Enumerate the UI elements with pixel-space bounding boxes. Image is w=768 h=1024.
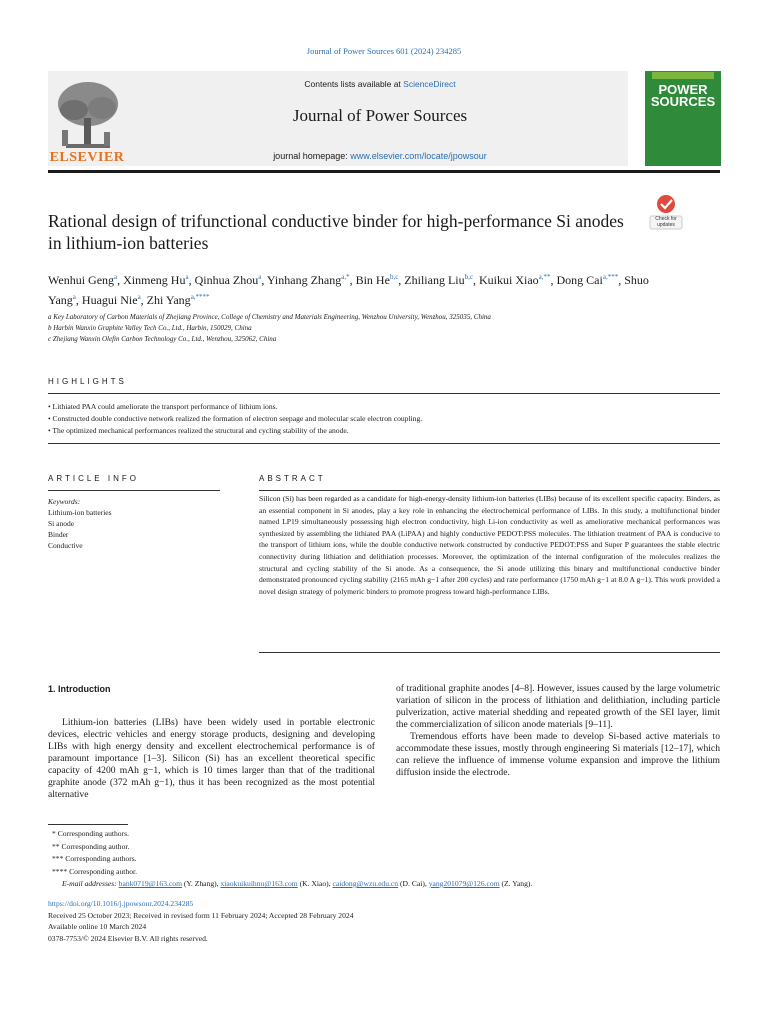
keyword-item: Si anode bbox=[48, 519, 75, 528]
article-info-heading: ARTICLE INFO bbox=[48, 474, 139, 483]
highlight-item: • Constructed double conductive network realized the formation of electron seepage and molecular scale electron coupling. bbox=[48, 414, 423, 423]
author-affiliation-marker[interactable]: a bbox=[72, 293, 76, 301]
abstract-rule bbox=[259, 490, 720, 491]
affiliations bbox=[48, 312, 688, 345]
email-addresses bbox=[52, 878, 732, 891]
abstract-heading: ABSTRACT bbox=[259, 474, 326, 483]
author-name[interactable]: Zhiliang Liu bbox=[404, 273, 465, 287]
author-name[interactable]: Kuikui Xiao bbox=[478, 273, 539, 287]
author-affiliation-marker[interactable]: a,* bbox=[341, 273, 350, 281]
author-name[interactable]: Dong Cai bbox=[556, 273, 603, 287]
abstract-bottom-rule bbox=[259, 652, 720, 653]
author-affiliation-marker[interactable]: a bbox=[258, 273, 262, 281]
cover-title-line1: POWER bbox=[658, 82, 708, 97]
highlights-list bbox=[48, 401, 720, 437]
cover-title bbox=[645, 84, 721, 108]
author-affiliation-marker[interactable]: a,*** bbox=[602, 273, 619, 281]
author-affiliation-marker[interactable]: b,c bbox=[464, 273, 473, 281]
homepage-line bbox=[130, 151, 630, 161]
author-affiliation-marker[interactable]: a bbox=[185, 273, 189, 281]
author-name[interactable]: Qinhua Zhou bbox=[194, 273, 259, 287]
keywords-label: Keywords: bbox=[48, 497, 81, 506]
highlights-rule bbox=[48, 393, 720, 394]
author-name[interactable]: Bin He bbox=[355, 273, 390, 287]
sciencedirect-link[interactable]: ScienceDirect bbox=[403, 79, 456, 89]
email-label: E-mail addresses: bbox=[62, 879, 119, 888]
homepage-link[interactable]: www.elsevier.com/locate/jpowsour bbox=[350, 151, 487, 161]
doi-link[interactable]: https://doi.org/10.1016/j.jpowsour.2024.234285 bbox=[48, 899, 194, 908]
author-name[interactable]: Wenhui Geng bbox=[48, 273, 115, 287]
keyword-item: Conductive bbox=[48, 541, 83, 550]
author-name[interactable]: Zhi Yang bbox=[146, 293, 191, 307]
contents-line bbox=[130, 79, 630, 89]
highlight-item: • Lithiated PAA could ameliorate the transport performance of lithium ions. bbox=[48, 402, 278, 411]
email-owner: (K. Xiao), bbox=[297, 879, 333, 888]
cover-band bbox=[652, 72, 714, 79]
corresponding-notes bbox=[52, 828, 732, 878]
author-name[interactable]: Xinmeng Hu bbox=[123, 273, 186, 287]
journal-reference[interactable]: Journal of Power Sources 601 (2024) 234285 bbox=[306, 46, 462, 56]
article-history bbox=[48, 898, 728, 944]
abstract-text: Silicon (Si) has been regarded as a candidate for high-energy-density lithium-ion batteries (LIBs) because of its excellent specific capacity. Binders, as an essential component in Si anodes, play a key role in enhancing the electrochemical performance of LIBs. In this study, a multifunctional binder named LP19 simultaneously possessing high electron conductivity, high Li-ion conductivity as well as ameliorative mechanical performances was synthesized by assembling the lithiated PAA (LiPAA) and highly conductive PEDOT:PSS molecules. The lithiation treatment of PAA is conducive to the transport of lithium ions, while the double conductive network constructed by conductive PEDOT:PSS and Super P guarantees the stable electric connectivity during lithiation and delithiation processes. Moreover, the optimization of the internal configuration of the molecules realizes the structural and cycling stability of the Si anode. As a consequence, the Si anode utilizing this binary and multifunctional conductive binder demonstrated pronounced cycling stability (2165 mAh g−1 after 200 cycles) and rate performance (1750 mAh g−1 at 8.0 A g−1). This work provided a novel design strategy of polymeric binders to promote progress toward high-performance LIBs. bbox=[259, 494, 720, 596]
author-affiliation-marker[interactable]: a,** bbox=[538, 273, 551, 281]
intro-paragraph-2: Tremendous efforts have been made to develop Si-based active materials to accommodate these issues, mostly through engineering Si materials [12–17], which can relieve the influence of immense volume expansion and improve the lithium diffusion inside the electrode. bbox=[396, 731, 720, 778]
email-owner: (Y. Zhang), bbox=[181, 879, 221, 888]
affiliation-line: b Harbin Wanxin Graphite Valley Tech Co., Ltd., Harbin, 150029, China bbox=[48, 324, 252, 332]
highlights-heading: HIGHLIGHTS bbox=[48, 377, 127, 386]
keyword-item: Lithium-ion batteries bbox=[48, 508, 112, 517]
section-heading-introduction: 1. Introduction bbox=[48, 684, 111, 694]
footnote-item: ** Corresponding author. bbox=[52, 841, 130, 851]
author-affiliation-marker[interactable]: a,**** bbox=[190, 293, 210, 301]
masthead-rule bbox=[48, 170, 720, 173]
intro-paragraph-1: Lithium-ion batteries (LIBs) have been widely used in portable electronic devices, electric vehicles and energy storage products, designing and developing LIBs with high energy density and excellent electrochemical performance is of paramount importance [1–3]. Silicon (Si) has an excellent theoretical specific capacity of 4200 mAh g−1, which is 10 times larger than that of the traditional graphite anode (372 mAh g−1), thus it has been recognized as the most potential alternative bbox=[48, 717, 375, 800]
copyright: 0378-7753/© 2024 Elsevier B.V. All rights reserved. bbox=[48, 933, 208, 943]
footnote-item: **** Corresponding author. bbox=[52, 866, 137, 876]
email-link[interactable]: xiaokuikuihnu@163.com bbox=[220, 879, 298, 888]
author-affiliation-marker[interactable]: b,c bbox=[389, 273, 399, 281]
email-owner: (Z. Yang). bbox=[499, 879, 533, 888]
author-name[interactable]: Yinhang Zhang bbox=[266, 273, 342, 287]
check-for-updates-label: Check for updates bbox=[655, 216, 677, 228]
email-link[interactable]: bank0719@163.com bbox=[118, 879, 182, 888]
author-affiliation-marker[interactable]: a bbox=[137, 293, 141, 301]
available-online: Available online 10 March 2024 bbox=[48, 922, 147, 931]
email-link[interactable]: caidong@wzu.edu.cn bbox=[332, 879, 399, 888]
check-for-updates-badge[interactable] bbox=[647, 192, 685, 230]
keywords-list bbox=[48, 507, 220, 551]
highlight-item: • The optimized mechanical performances realized the structural and cycling stability of the anode. bbox=[48, 426, 349, 435]
keywords-block bbox=[48, 496, 220, 551]
email-link[interactable]: yang201079@126.com bbox=[428, 879, 500, 888]
body-right-column bbox=[396, 683, 720, 779]
body-left-column bbox=[48, 683, 375, 801]
cover-title-line2: SOURCES bbox=[650, 94, 716, 109]
email-owner: (D. Cai), bbox=[398, 879, 429, 888]
author-list: Wenhui Geng$^a$, Xinmeng Hu$^a$, Qinhua Zhou$^a$, Yinhang Zhang$^{a,*}$, Bin He$^{b,c}$, Zhiliang Liu$^{b,c}$, Kuikui Xiao$^{a,**}$, Dong Cai$^{a,***}$, Shuo Yang$^a$, Huagui Nie$^a$, Zhi Yang$^{a,****}$ bbox=[48, 273, 649, 307]
received-dates: Received 25 October 2023; Received in revised form 11 February 2024; Accepted 28 February 2024 bbox=[48, 910, 354, 920]
footnote-rule bbox=[48, 824, 128, 825]
article-title: Rational design of trifunctional conductive binder for high-performance Si anodes in lithium-ion batteries bbox=[48, 211, 624, 253]
footnote-item: * Corresponding authors. bbox=[52, 829, 129, 838]
elsevier-wordmark: ELSEVIER bbox=[49, 150, 125, 165]
intro-paragraph-continued: of traditional graphite anodes [4–8]. However, issues caused by the large volumetric variation of silicon in the process of lithiation and delithiation, including particle pulverization, active material shedding and repeated growth of the SEI layer, limit the commercialization of silicon anode materials [9–11]. bbox=[396, 683, 720, 730]
affiliation-line: a Key Laboratory of Carbon Materials of Zhejiang Province, College of Chemistry and Materials Engineering, Wenzhou University, Wenzhou, 325035, China bbox=[48, 313, 491, 321]
affiliation-line: c Zhejiang Wanxin Olefin Carbon Technology Co., Ltd., Wenzhou, 325062, China bbox=[48, 335, 277, 343]
highlights-bottom-rule bbox=[48, 443, 720, 444]
author-name[interactable]: Shuo Yang bbox=[48, 273, 649, 307]
journal-title: Journal of Power Sources bbox=[292, 106, 468, 125]
contents-prefix: Contents lists available at bbox=[304, 79, 404, 89]
homepage-prefix: journal homepage: bbox=[273, 151, 351, 161]
keyword-item: Binder bbox=[48, 530, 69, 539]
footnotes bbox=[52, 828, 732, 891]
article-info-rule bbox=[48, 490, 220, 491]
author-name[interactable]: Huagui Nie bbox=[81, 293, 138, 307]
author-affiliation-marker[interactable]: a bbox=[114, 273, 118, 281]
footnote-item: *** Corresponding authors. bbox=[52, 854, 137, 863]
